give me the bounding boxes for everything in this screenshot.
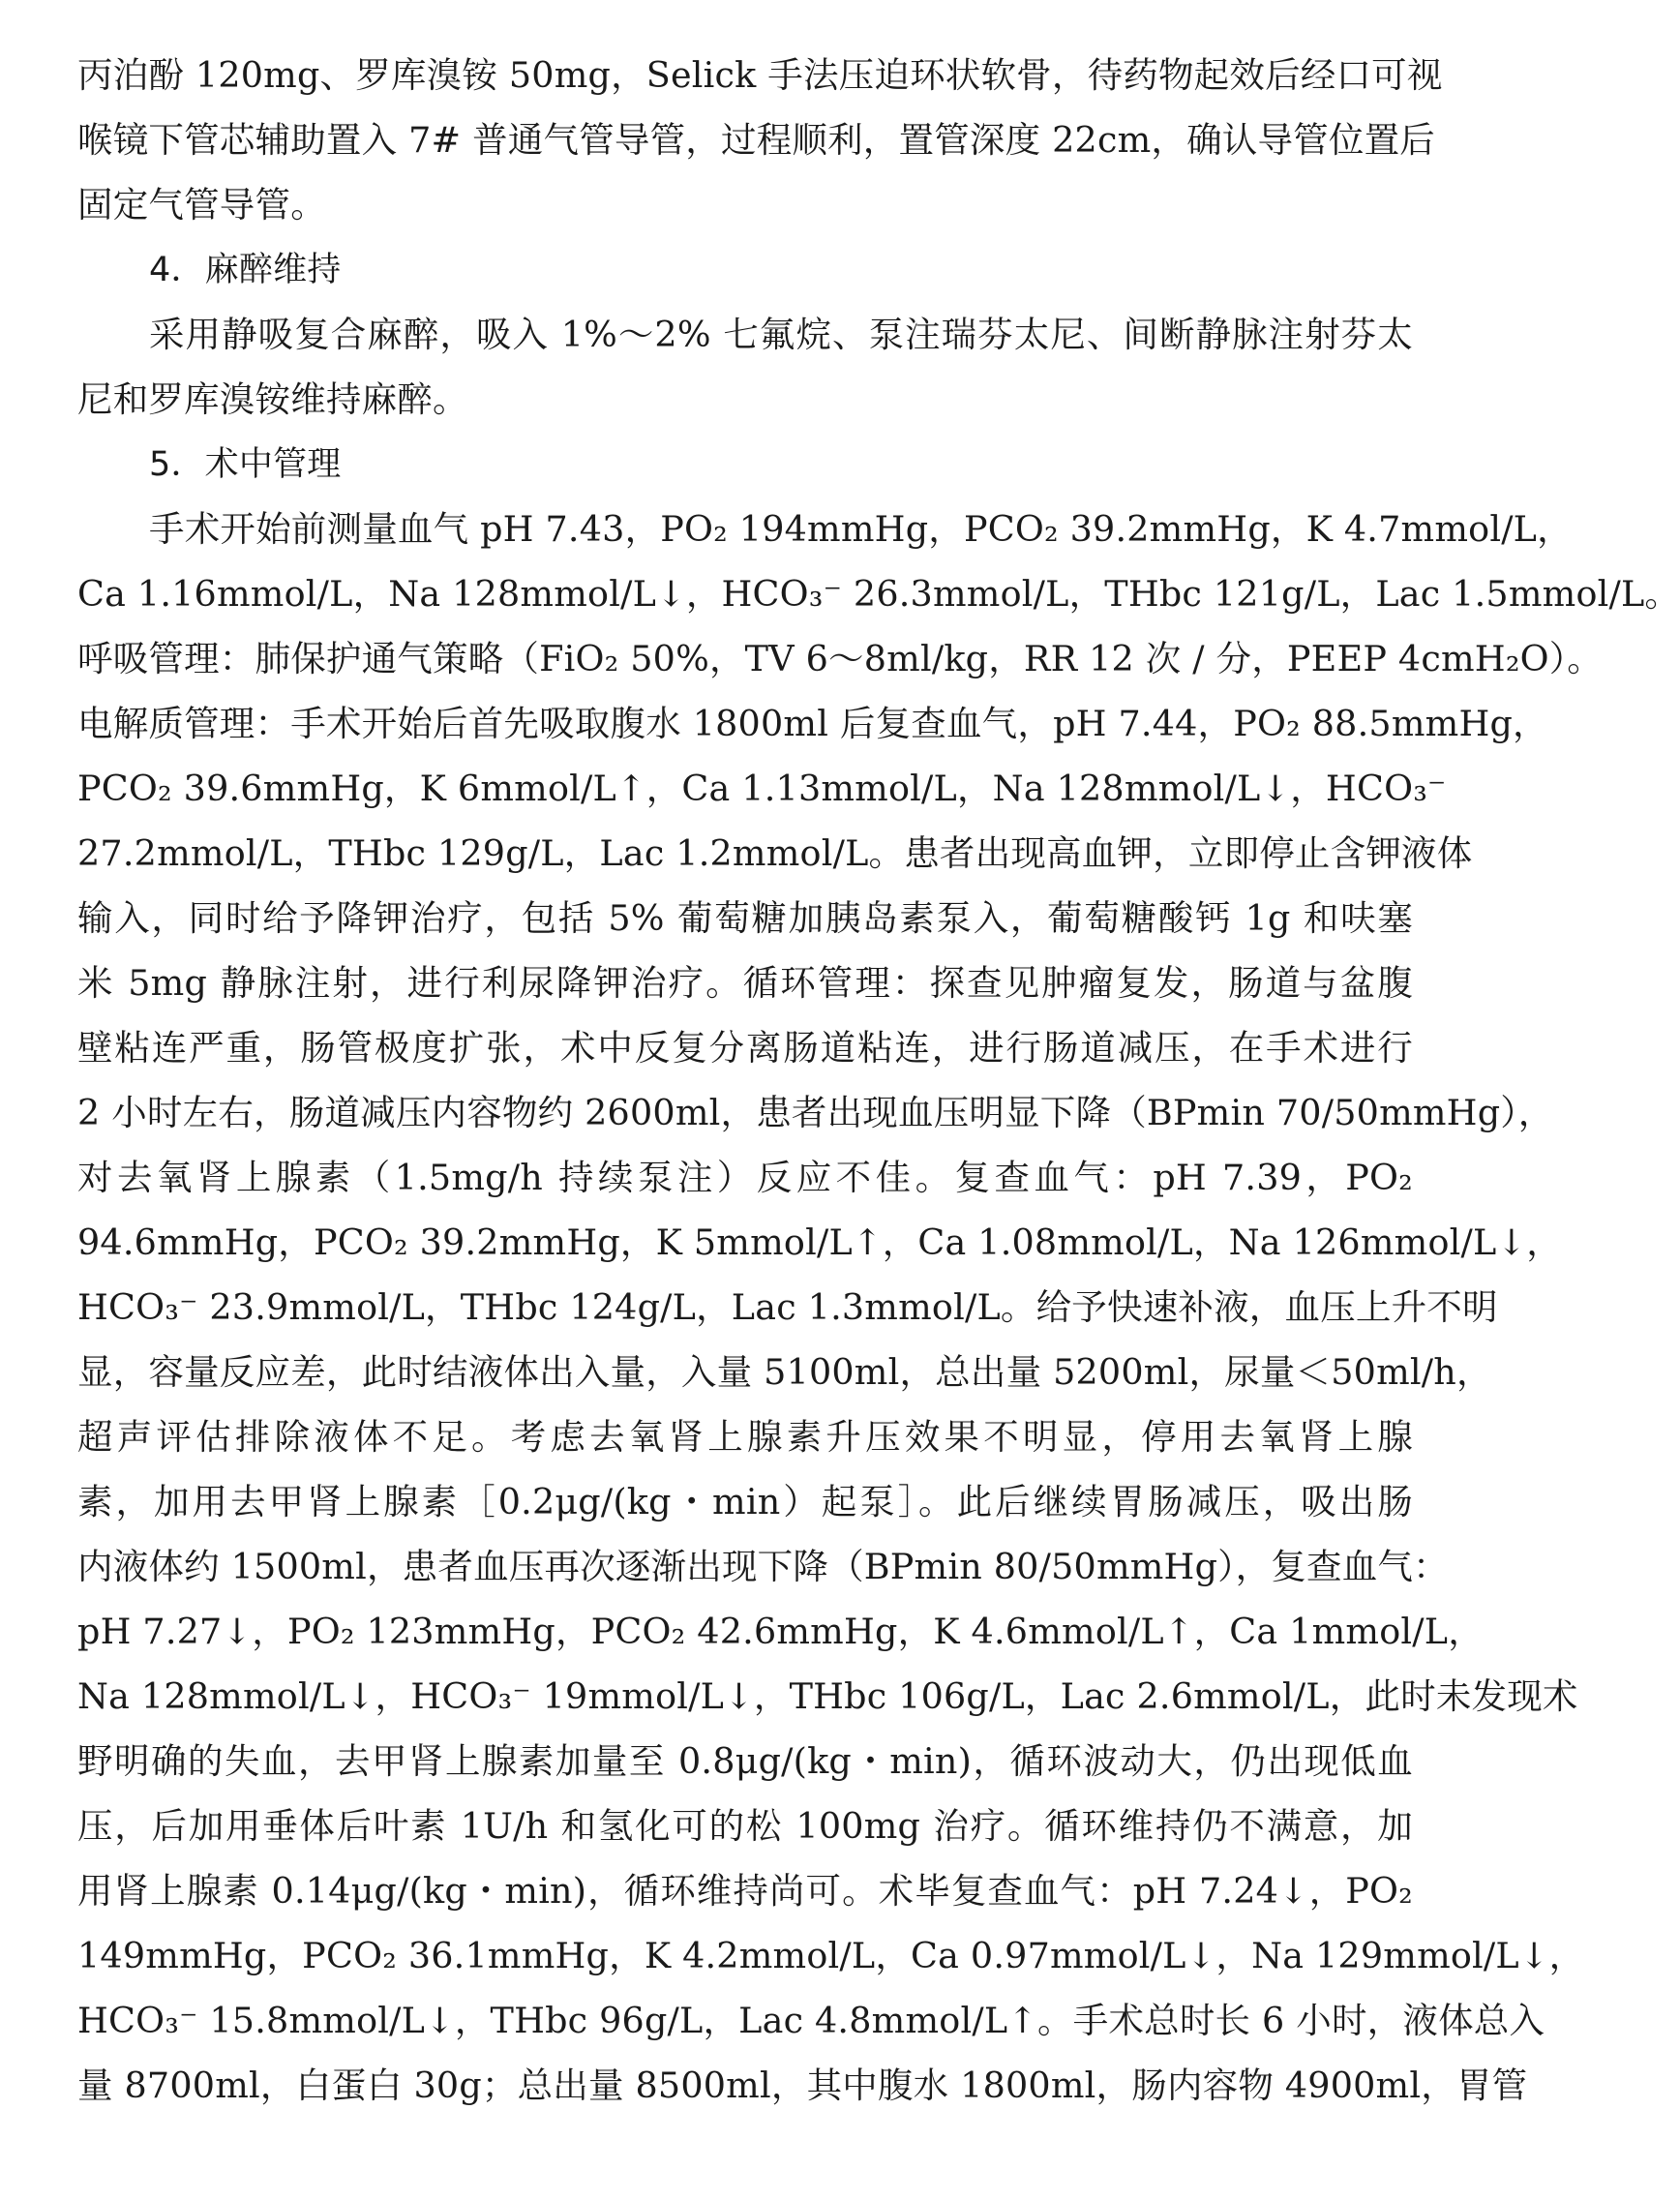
text-line: 2 小时左右，肠道减压内容物约 2600ml，患者出现血压明显下降（BPmin 70/50mmHg），	[77, 1092, 1554, 1133]
text-line: 采用静吸复合麻醉，吸入 1%～2% 七氟烷、泵注瑞芬太尼、间断静脉注射芬太	[149, 314, 1413, 355]
text-line: 显，容量反应差，此时结液体出入量，入量 5100ml，总出量 5200ml，尿量＜50ml/h，	[77, 1351, 1492, 1393]
text-line: pH 7.27↓，PO₂ 123mmHg，PCO₂ 42.6mmHg，K 4.6mmol/L↑，Ca 1mmol/L，	[77, 1611, 1484, 1652]
text-line: PCO₂ 39.6mmHg，K 6mmol/L↑，Ca 1.13mmol/L，Na 128mmol/L↓，HCO₃⁻	[77, 768, 1447, 809]
text-line: 喉镜下管芯辅助置入 7# 普通气管导管，过程顺利，置管深度 22cm，确认导管位置后	[77, 119, 1436, 161]
text-line: 对去氧肾上腺素（1.5mg/h 持续泵注）反应不佳。复查血气：pH 7.39，PO₂	[77, 1157, 1413, 1198]
text-line: 壁粘连严重，肠管极度扩张，术中反复分离肠道粘连，进行肠道减压，在手术进行	[77, 1027, 1413, 1069]
text-line: 米 5mg 静脉注射，进行利尿降钾治疗。循环管理：探查见肿瘤复发，肠道与盆腹	[77, 962, 1413, 1004]
text-line: 94.6mmHg，PCO₂ 39.2mmHg，K 5mmol/L↑，Ca 1.08mmol/L，Na 126mmol/L↓，	[77, 1221, 1562, 1263]
text-line: 输入，同时给予降钾治疗，包括 5% 葡萄糖加胰岛素泵入，葡萄糖酸钙 1g 和呋塞	[77, 897, 1413, 939]
section-heading: 5．术中管理	[149, 445, 342, 484]
text-line: 素，加用去甲肾上腺素［0.2μg/(kg・min）起泵］。此后继续胃肠减压，吸出肠	[77, 1481, 1413, 1522]
text-line: 用肾上腺素 0.14μg/(kg・min)，循环维持尚可。术毕复查血气：pH 7.24↓，PO₂	[77, 1870, 1413, 1912]
text-line: 手术开始前测量血气 pH 7.43，PO₂ 194mmHg，PCO₂ 39.2mmHg，K 4.7mmol/L，	[149, 508, 1573, 550]
text-line: Na 128mmol/L↓，HCO₃⁻ 19mmol/L↓，THbc 106g/L，Lac 2.6mmol/L，此时未发现术	[77, 1675, 1578, 1717]
text-line: 丙泊酚 120mg、罗库溴铵 50mg，Selick 手法压迫环状软骨，待药物起效后经口可视	[77, 54, 1443, 96]
text-line: 内液体约 1500ml，患者血压再次逐渐出现下降（BPmin 80/50mmHg），复查血气：	[77, 1546, 1449, 1587]
text-line: 尼和罗库溴铵维持麻醉。	[77, 378, 468, 420]
section-heading: 4．麻醉维持	[149, 251, 342, 289]
text-line: 电解质管理：手术开始后首先吸取腹水 1800ml 后复查血气，pH 7.44，PO₂ 88.5mmHg，	[77, 703, 1548, 744]
text-line: 呼吸管理：肺保护通气策略（FiO₂ 50%，TV 6～8ml/kg，RR 12 次 / 分，PEEP 4cmH₂O）。	[77, 638, 1603, 679]
text-line: HCO₃⁻ 15.8mmol/L↓，THbc 96g/L，Lac 4.8mmol/L↑。手术总时长 6 小时，液体总入	[77, 2000, 1545, 2041]
text-line: 量 8700ml，白蛋白 30g；总出量 8500ml，其中腹水 1800ml，肠内容物 4900ml，胃管	[77, 2064, 1528, 2106]
text-line: 超声评估排除液体不足。考虑去氧肾上腺素升压效果不明显，停用去氧肾上腺	[77, 1416, 1413, 1458]
text-line: 野明确的失血，去甲肾上腺素加量至 0.8μg/(kg・min)，循环波动大，仍出现低血	[77, 1740, 1413, 1782]
text-line: 27.2mmol/L，THbc 129g/L，Lac 1.2mmol/L。患者出现高血钾，立即停止含钾液体	[77, 832, 1473, 874]
text-line: 固定气管导管。	[77, 184, 326, 226]
text-line: 压，后加用垂体后叶素 1U/h 和氢化可的松 100mg 治疗。循环维持仍不满意，加	[77, 1805, 1413, 1847]
text-line: Ca 1.16mmol/L，Na 128mmol/L↓，HCO₃⁻ 26.3mmol/L，THbc 121g/L，Lac 1.5mmol/L。	[77, 573, 1680, 615]
text-line: 149mmHg，PCO₂ 36.1mmHg，K 4.2mmol/L，Ca 0.97mmol/L↓，Na 129mmol/L↓，	[77, 1935, 1585, 1976]
text-line: HCO₃⁻ 23.9mmol/L，THbc 124g/L，Lac 1.3mmol/L。给予快速补液，血压上升不明	[77, 1286, 1498, 1328]
